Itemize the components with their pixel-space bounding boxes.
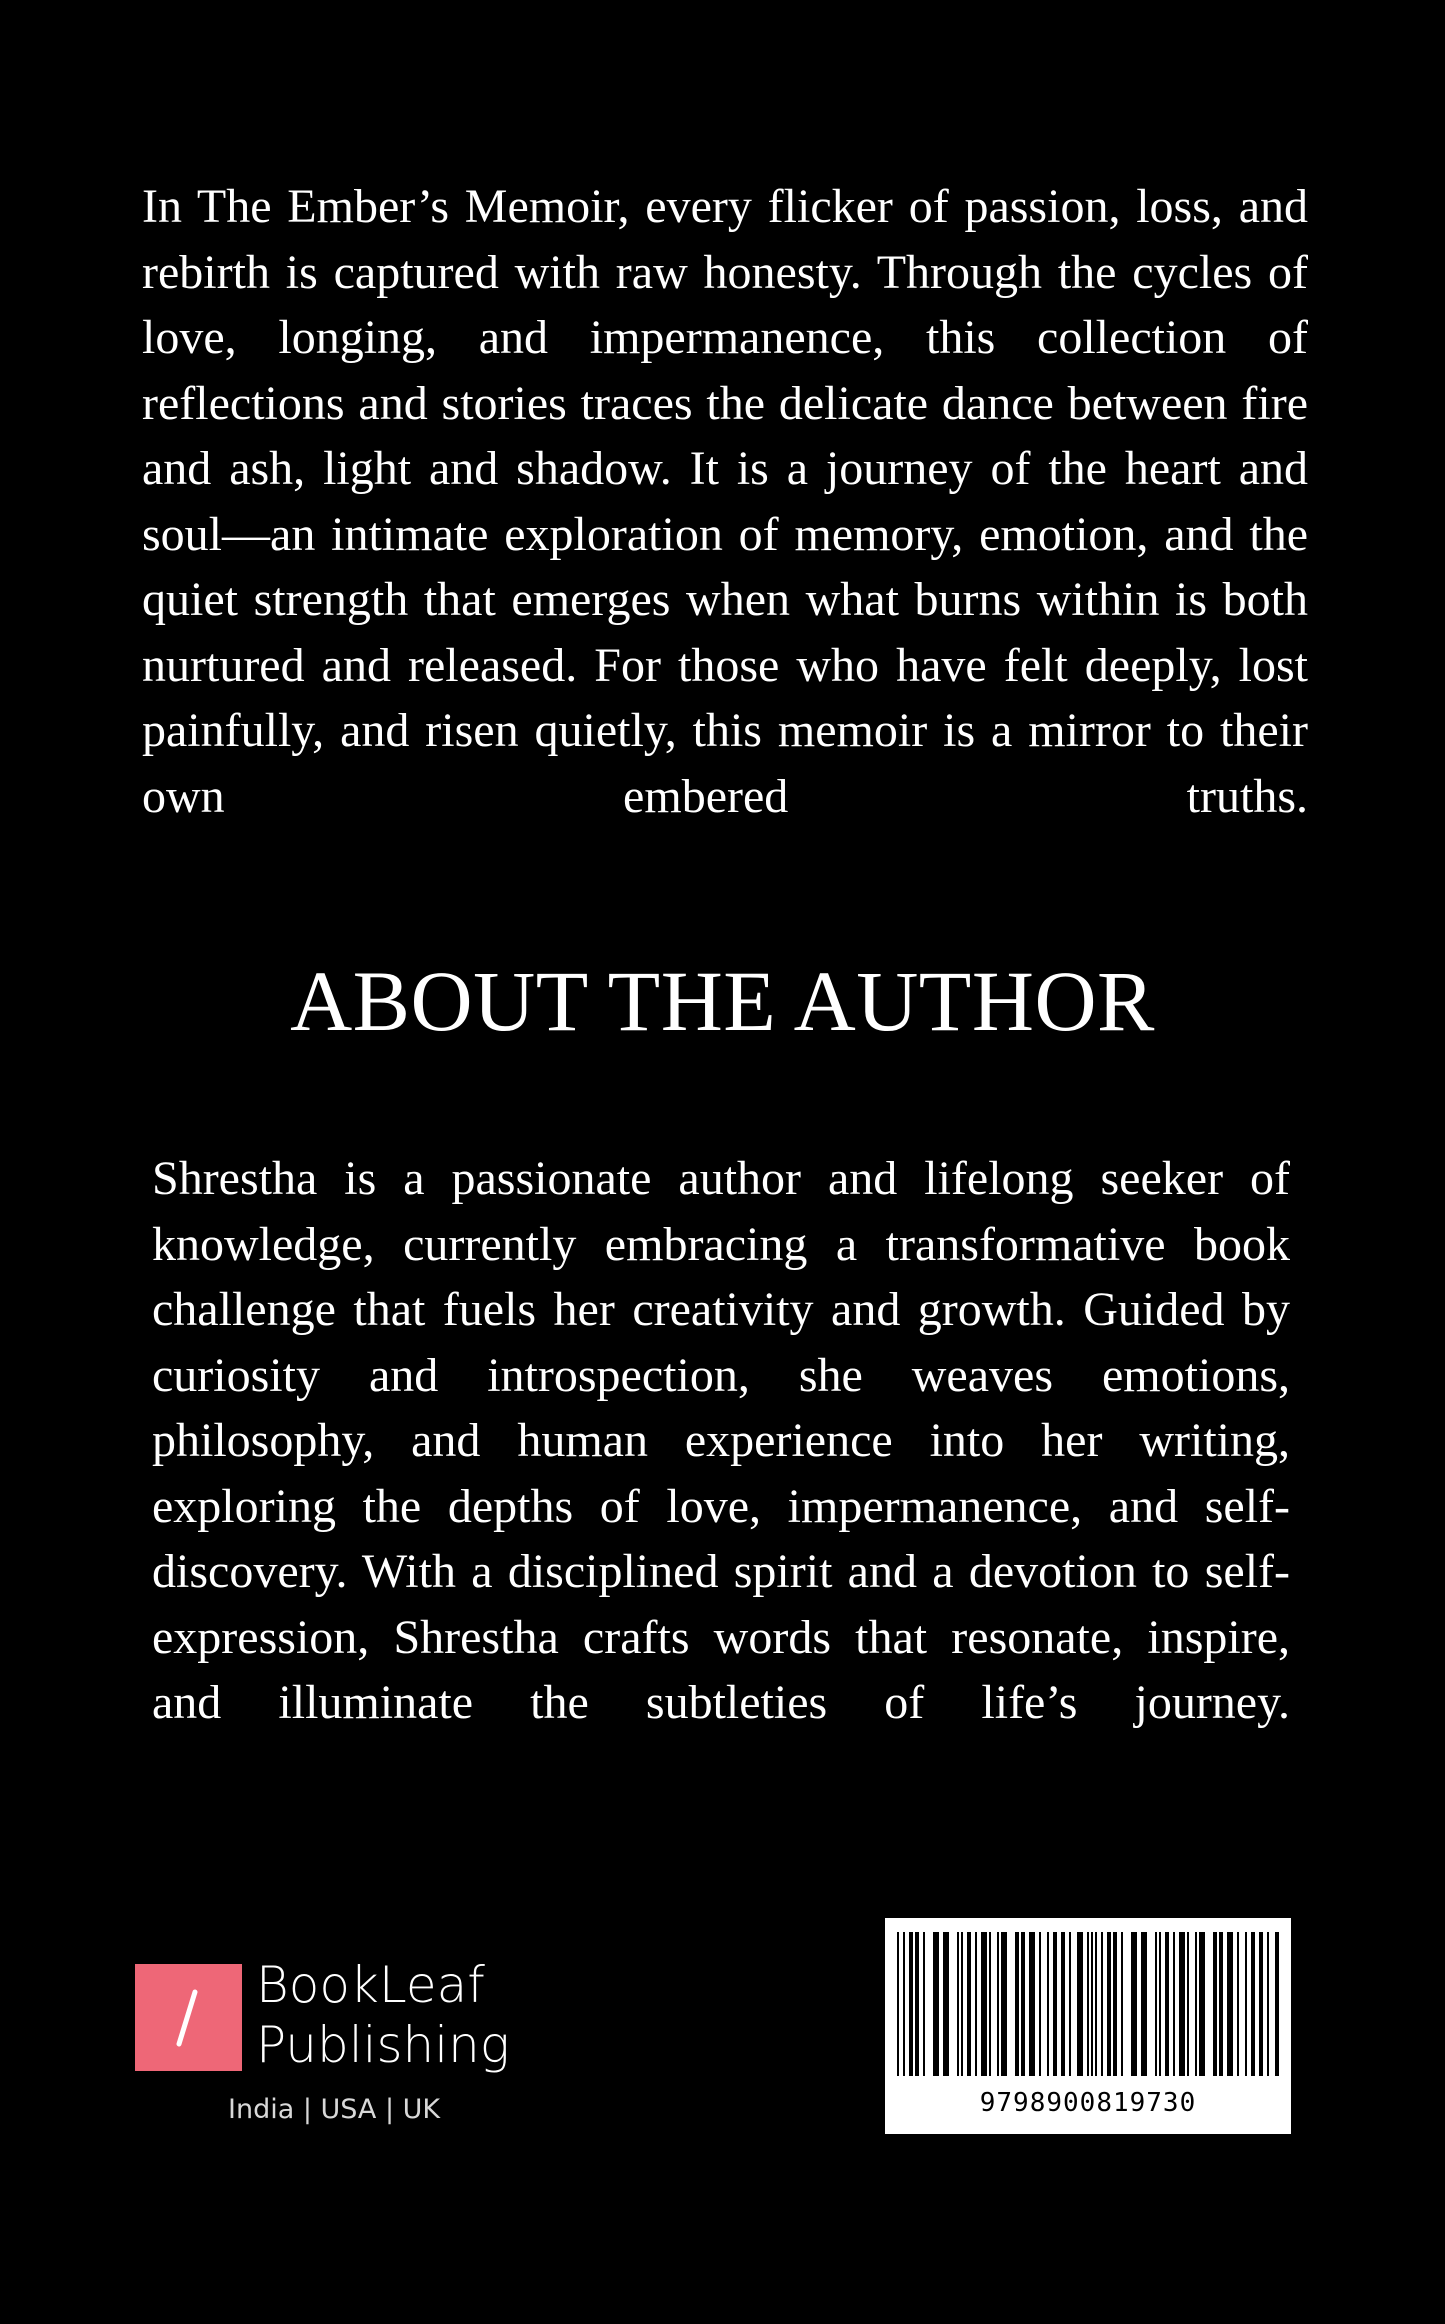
barcode-bar — [967, 1932, 971, 2076]
barcode-bar — [1095, 1932, 1097, 2076]
barcode-bar — [909, 1932, 913, 2076]
barcode-bar — [1039, 1932, 1041, 2076]
book-blurb: In The Ember’s Memoir, every flicker of passion, loss, and rebirth is captured with raw honesty. Through the cycles of love, longing, and impermanence, this collection of reflections and stories traces the delicate dance between fire and ash, light and shadow. It is a journey of the heart and soul—an intimate exploration of memory, emotion, and the quiet strength that emerges when what burns within is both nurtured and released. For those who have felt deeply, lost painfully, and risen quietly, this memoir is a mirror to their own embered truths. — [142, 180, 1308, 823]
publisher-name — [256, 1955, 510, 2075]
barcode-bar — [1061, 1932, 1065, 2076]
barcode-bar — [1195, 1932, 1197, 2076]
publisher-name-line2: Publishing — [256, 2016, 510, 2074]
barcode-bar — [997, 1932, 999, 2076]
barcode-bar — [1245, 1932, 1247, 2076]
barcode-bar — [1259, 1932, 1263, 2076]
barcode-bar — [1267, 1932, 1269, 2076]
barcode-bar — [975, 1932, 977, 2076]
barcode-bar — [897, 1932, 899, 2076]
barcode-bar — [1237, 1932, 1239, 2076]
barcode-bar — [1121, 1932, 1123, 2076]
barcode-bar — [1015, 1932, 1019, 2076]
isbn-barcode — [885, 1918, 1291, 2134]
barcode-bar — [1165, 1932, 1169, 2076]
barcode-bar — [989, 1932, 991, 2076]
publisher-name-line1: BookLeaf — [256, 1956, 485, 2014]
barcode-bar — [1213, 1932, 1217, 2076]
barcode-bar — [1087, 1932, 1089, 2076]
barcode-bar — [943, 1932, 949, 2076]
barcode-bar — [981, 1932, 987, 2076]
barcode-bar — [1179, 1932, 1185, 2076]
barcode-bar — [1131, 1932, 1137, 2076]
barcode-bar — [1141, 1932, 1147, 2076]
logo-square — [135, 1964, 242, 2071]
barcode-bar — [1077, 1932, 1083, 2076]
barcode-bar — [1155, 1932, 1157, 2076]
barcode-bar — [933, 1932, 939, 2076]
barcode-bar — [1021, 1932, 1025, 2076]
barcode-bar — [1199, 1932, 1205, 2076]
barcode-bar — [1107, 1932, 1111, 2076]
barcode-bar — [903, 1932, 905, 2076]
barcode-bar — [1227, 1932, 1233, 2076]
barcode-bar — [1047, 1932, 1049, 2076]
barcode-bar — [915, 1932, 919, 2076]
publisher-regions: India | USA | UK — [228, 2094, 441, 2125]
barcode-bar — [1053, 1932, 1057, 2076]
barcode-bar — [1173, 1932, 1175, 2076]
barcode-bar — [1001, 1932, 1007, 2076]
barcode-bar — [1187, 1932, 1189, 2076]
isbn-number: 9798900819730 — [979, 2088, 1197, 2118]
author-bio: Shrestha is a passionate author and lifelong seeker of knowledge, currently embracing a transformative book challenge that fuels her creativity and growth. Guided by curiosity and introspection, she weaves emotions, philosophy, and human experience into her writing, exploring the depths of love, impermanence, and self-discovery. With a disciplined spirit and a devotion to self-expression, Shrestha crafts words that resonate, inspire, and illuminate the subtleties of life’s journey. — [152, 1152, 1290, 1729]
barcode-bar — [1091, 1932, 1093, 2076]
barcode-bar — [1113, 1932, 1117, 2076]
barcode-bar — [1029, 1932, 1035, 2076]
barcode-bar — [1101, 1932, 1103, 2076]
barcode-bar — [1159, 1932, 1161, 2076]
barcode-bar — [961, 1932, 963, 2076]
barcode-bar — [1069, 1932, 1071, 2076]
about-author-heading: ABOUT THE AUTHOR — [290, 953, 1155, 1049]
barcode-bar — [957, 1932, 959, 2076]
slash-icon — [135, 1964, 242, 2071]
barcode-bar — [1219, 1932, 1223, 2076]
barcode-bar — [1275, 1932, 1279, 2076]
barcode-bar — [923, 1932, 925, 2076]
barcode-bar — [1251, 1932, 1255, 2076]
